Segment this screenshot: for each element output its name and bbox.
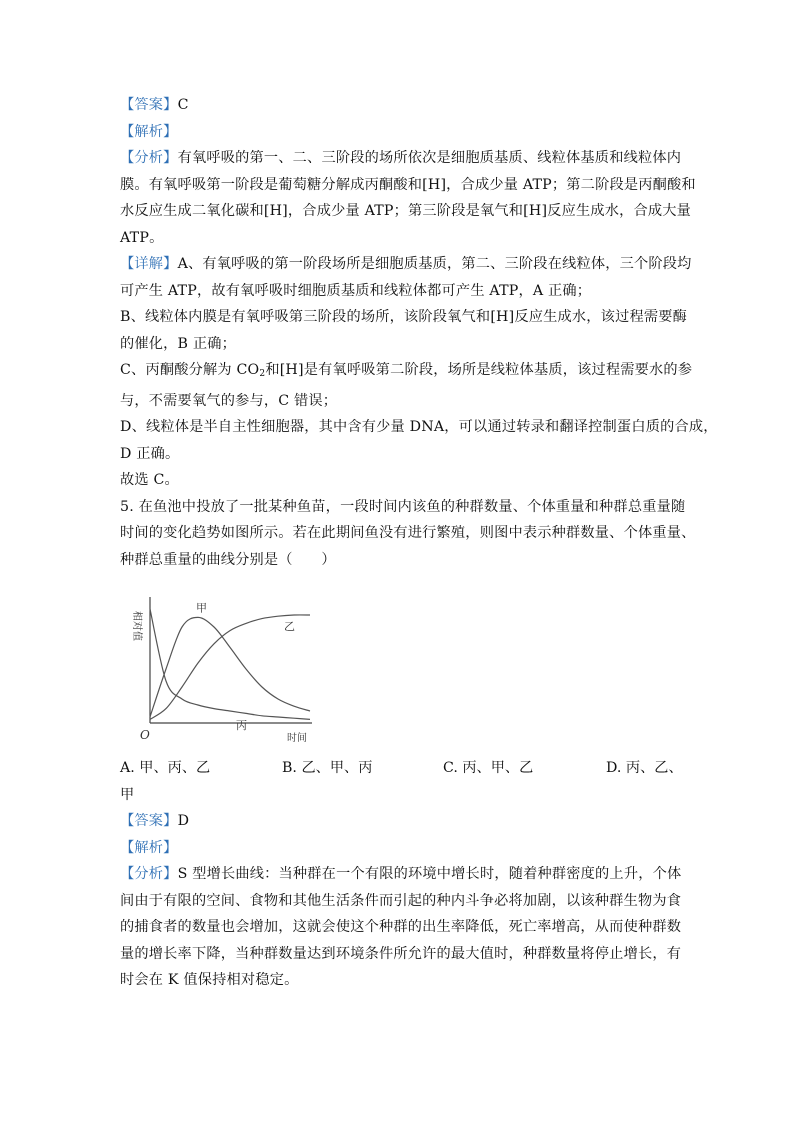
analysis-tag: 【分析】 bbox=[120, 866, 178, 882]
analysis-text-line: 膜。有氧呼吸第一阶段是葡萄糖分解成丙酮酸和[H]，合成少量 ATP；第二阶段是丙酮酸和 bbox=[120, 176, 696, 193]
chart-svg bbox=[122, 583, 322, 753]
population-chart bbox=[122, 583, 680, 755]
x-axis-label: 时间 bbox=[287, 733, 307, 744]
analysis-text-line: 量的增长率下降，当种群数量达到环境条件所允许的最大值时，种群数量将停止增长，有 bbox=[120, 945, 682, 962]
analysis-tag: 【分析】 bbox=[120, 150, 178, 166]
analysis-text: 有氧呼吸的第一、二、三阶段的场所依次是细胞质基质、线粒体基质和线粒体内 bbox=[177, 150, 682, 166]
analysis-text: S 型增长曲线：当种群在一个有限的环境中增长时，随着种群密度的上升，个体 bbox=[177, 866, 682, 882]
option-d[interactable]: D. 丙、乙、 bbox=[606, 760, 683, 776]
detail-text-line: 可产生 ATP，故有氧呼吸时细胞质基质和线粒体都可产生 ATP，A 正确； bbox=[120, 282, 592, 299]
option-d-wrap: 甲 bbox=[120, 786, 135, 803]
question-line: 种群总重量的曲线分别是（ ） bbox=[120, 551, 336, 568]
detail-tag: 【详解】 bbox=[120, 256, 178, 272]
option-a[interactable]: A. 甲、丙、乙 bbox=[120, 760, 211, 776]
analysis-text-line: ATP。 bbox=[120, 229, 164, 246]
co2-text-a: C、丙酮酸分解为 CO bbox=[120, 362, 260, 378]
y-axis-label: 相对值 bbox=[131, 611, 142, 641]
analysis-text-line: 水反应生成二氧化碳和[H]，合成少量 ATP；第三阶段是氧气和[H]反应生成水，合成大量 bbox=[120, 203, 692, 219]
question-line: 时间的变化趋势如图所示。若在此期间鱼没有进行繁殖，则图中表示种群数量、个体重量、 bbox=[120, 525, 696, 541]
co2-subscript: 2 bbox=[259, 369, 266, 379]
option-b[interactable]: B. 乙、甲、丙 bbox=[282, 760, 373, 776]
co2-text-b: 和[H]是有氧呼吸第二阶段，场所是线粒体基质，该过程需要水的参 bbox=[265, 362, 693, 378]
explain-line bbox=[120, 835, 680, 862]
answer-tag: 【答案】 bbox=[120, 97, 178, 113]
document-page bbox=[120, 92, 718, 994]
detail-text-line: B、线粒体内膜是有氧呼吸第三阶段的场所，该阶段氧气和[H]反应生成水，该过程需要酶 bbox=[120, 309, 688, 325]
explain-tag: 【解析】 bbox=[120, 123, 178, 140]
answer-tag: 【答案】 bbox=[120, 813, 178, 829]
option-c[interactable]: C. 丙、甲、乙 bbox=[443, 760, 534, 776]
series-label-1: 甲 bbox=[196, 601, 207, 615]
analysis-text-line: 间由于有限的空间、食物和其他生活条件而引起的种内斗争必将加剧，以该种群生物为食 bbox=[120, 892, 682, 909]
analysis-line bbox=[120, 145, 680, 172]
series-label-2: 乙 bbox=[284, 620, 295, 634]
explain-line bbox=[120, 119, 680, 146]
series-label-3: 丙 bbox=[236, 719, 247, 732]
conclusion-line: 故选 C。 bbox=[120, 472, 179, 488]
detail-text-line bbox=[120, 357, 693, 388]
detail-line bbox=[120, 251, 692, 278]
analysis-line bbox=[120, 861, 680, 888]
answer-line bbox=[120, 808, 680, 835]
detail-text-line: 与，不需要氧气的参与，C 错误； bbox=[120, 392, 338, 409]
answer-value: D bbox=[177, 813, 190, 829]
detail-text: A、有氧呼吸的第一阶段场所是细胞质基质，第二、三阶段在线粒体，三个阶段均 bbox=[177, 256, 692, 272]
explain-tag: 【解析】 bbox=[120, 839, 178, 856]
detail-text-line: 的催化，B 正确； bbox=[120, 335, 237, 352]
answer-options bbox=[120, 755, 683, 782]
analysis-text-line: 时会在 K 值保持相对稳定。 bbox=[120, 972, 299, 988]
origin-label: O bbox=[140, 728, 150, 742]
answer-line bbox=[120, 92, 680, 119]
detail-text-line: D、线粒体是半自主性细胞器，其中含有少量 DNA，可以通过转录和翻译控制蛋白质的合成， bbox=[120, 419, 718, 435]
answer-value: C bbox=[177, 97, 189, 113]
analysis-text-line: 的捕食者的数量也会增加，这就会使这个种群的出生率降低，死亡率增高，从而使种群数 bbox=[120, 919, 682, 935]
question-line: 5. 在鱼池中投放了一批某种鱼苗，一段时间内该鱼的种群数量、个体重量和种群总重量随 bbox=[120, 498, 686, 515]
detail-text-line: D 正确。 bbox=[120, 445, 180, 462]
